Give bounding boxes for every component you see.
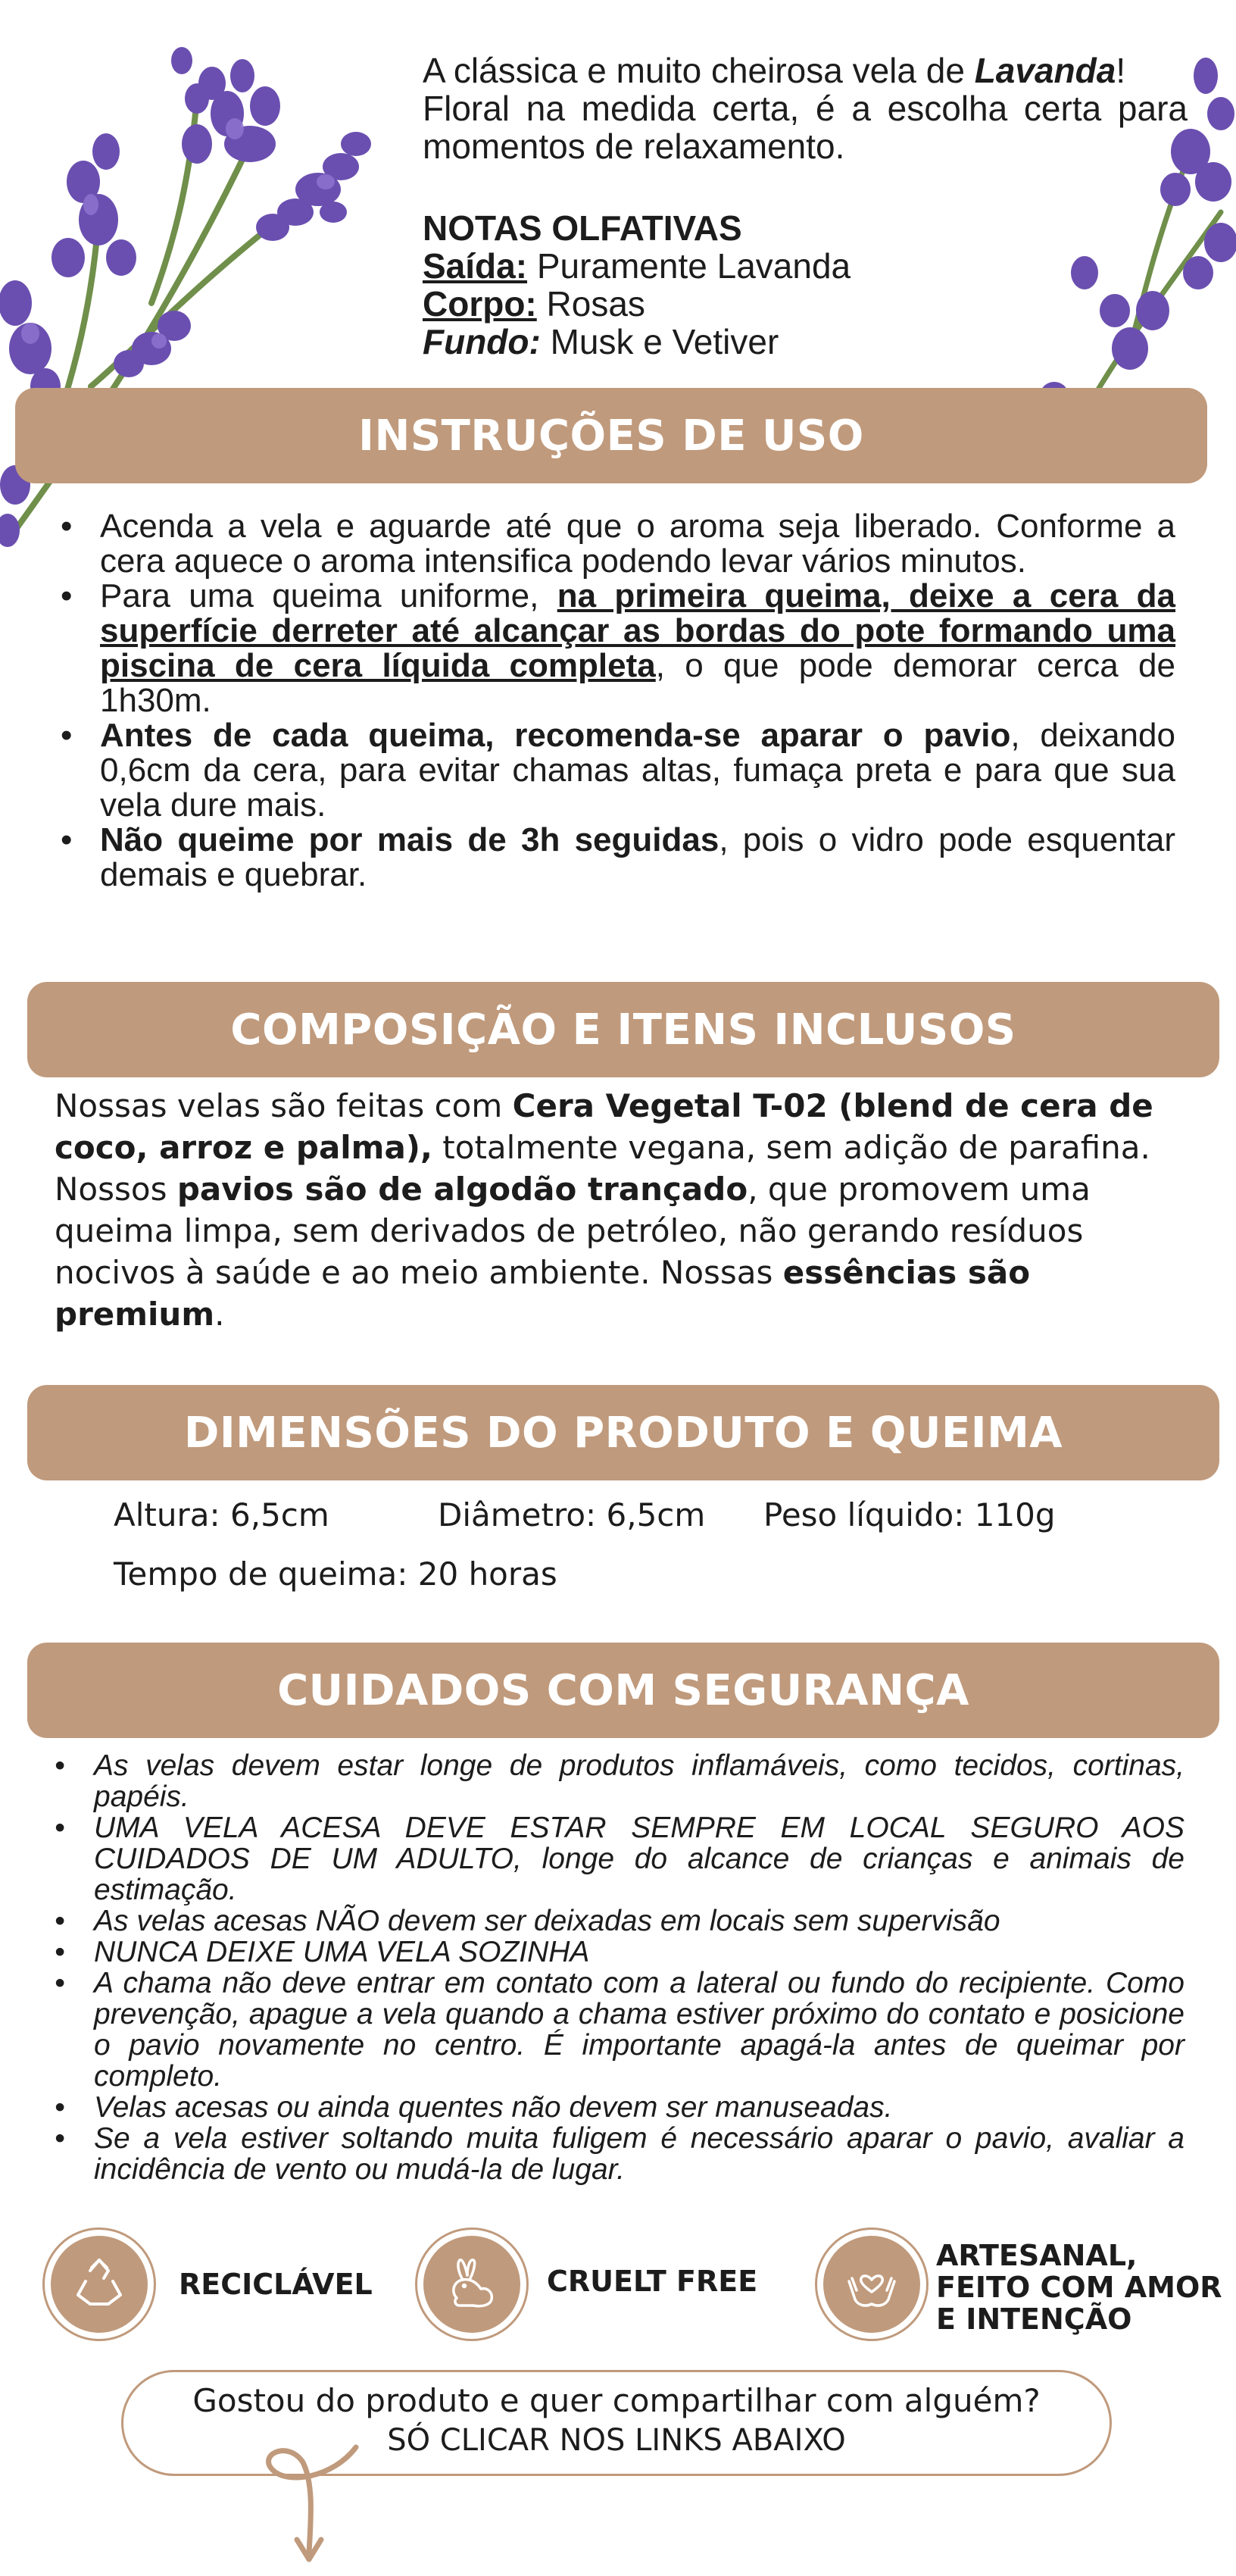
safety-item: • As velas devem estar longe de produtos inflamáveis, como tecidos, cortinas, papéis. [48,1750,1184,1812]
note-corpo: Corpo: Rosas [423,284,645,324]
rabbit-icon [440,2252,504,2316]
safety-item: • As velas acesas NÃO devem ser deixadas em locais sem supervisão [48,1905,1184,1937]
instruction-item: • Não queime por mais de 3h seguidas, pois o vidro pode esquentar demais e quebrar. [55,823,1175,893]
safety-item: • NUNCA DEIXE UMA VELA SOZINHA [48,1937,1184,1968]
instruction-item: • Antes de cada queima, recomenda-se aparar o pavio, deixando 0,6cm da cera, para evitar chamas altas, fumaça preta e para que sua vela dure mais. [55,718,1175,823]
badge-handmade [815,2227,929,2341]
instruction-item: • Acenda a vela e aguarde até que o aroma seja liberado. Conforme a cera aquece o aroma intensifica podendo levar vários minutos. [55,509,1175,579]
instructions-header: INSTRUÇÕES DE USO [15,388,1207,483]
intro-block [423,52,1188,361]
badge-recyclable-label: RECICLÁVEL [179,2268,373,2301]
badge-recyclable [42,2227,156,2341]
instruction-item: • Para uma queima uniforme, na primeira queima, deixe a cera da superfície derreter até alcançar as bordas do pote formando uma piscina de cera líquida completa, o que pode demorar cerca de 1h30m. [55,579,1175,718]
dimension-diameter: Diâmetro: 6,5cm [438,1496,706,1533]
dimension-height: Altura: 6,5cm [114,1496,329,1533]
recycle-icon [69,2254,130,2315]
safety-header: CUIDADOS COM SEGURANÇA [27,1643,1219,1738]
instructions-list [55,509,1175,893]
safety-item: • A chama não deve entrar em contato com a lateral ou fundo do recipiente. Como prevenção, apague a vela quando a chama estiver próximo do contato e posicione o pavio novamente no centro. É importante apagá-la antes de queimar por completo. [48,1968,1184,2092]
share-line2[interactable]: SÓ CLICAR NOS LINKS ABAIXO [387,2423,846,2458]
composition-text: Nossas velas são feitas com Cera Vegetal T-02 (blend de cera de coco, arroz e palma), totalmente vegana, sem adição de parafina. Nossos pavios são de algodão trançado, que promovem uma queima limpa, sem derivados de petróleo, não gerando resíduos nocivos à saúde e ao meio ambiente. Nossas essências são premium. [55,1087,1153,1333]
share-line1: Gostou do produto e quer compartilhar com alguém? [192,2382,1041,2419]
safety-item: • Se a vela estiver soltando muita fuligem é necessário aparar o pavio, avaliar a incidência de vento ou mudá-la de lugar. [48,2123,1184,2185]
badge-cruelty-free-label: CRUELT FREE [547,2265,758,2298]
safety-list [48,1750,1184,2185]
intro-line1: A clássica e muito cheirosa vela de Lavanda! [423,51,1126,90]
safety-item: • UMA VELA ACESA DEVE ESTAR SEMPRE EM LOCAL SEGURO AOS CUIDADOS DE UM ADULTO, longe do alcance de crianças e animais de estimação. [48,1812,1184,1905]
note-fundo: Fundo: Musk e Vetiver [423,322,779,361]
badge-handmade-label: ARTESANAL, FEITO COM AMOR E INTENÇÃO [936,2239,1222,2336]
note-saida: Saída: Puramente Lavanda [423,246,851,286]
dimensions-header: DIMENSÕES DO PRODUTO E QUEIMA [27,1385,1219,1480]
composition-header: COMPOSIÇÃO E ITENS INCLUSOS [27,982,1219,1077]
product-name: Lavanda [974,51,1116,90]
intro-line2: Floral na medida certa, é a escolha certa para momentos de relaxamento. [423,89,1188,166]
dimension-burn-time: Tempo de queima: 20 horas [114,1555,557,1593]
curly-arrow-down-icon [242,2432,394,2568]
safety-item: • Velas acesas ou ainda quentes não devem ser manuseadas. [48,2092,1184,2123]
hands-heart-icon [838,2251,905,2318]
lavender-left-decoration [0,30,394,576]
notes-title: NOTAS OLFATIVAS [423,208,742,248]
badge-cruelty-free [415,2227,529,2341]
dimension-weight: Peso líquido: 110g [763,1496,1056,1533]
